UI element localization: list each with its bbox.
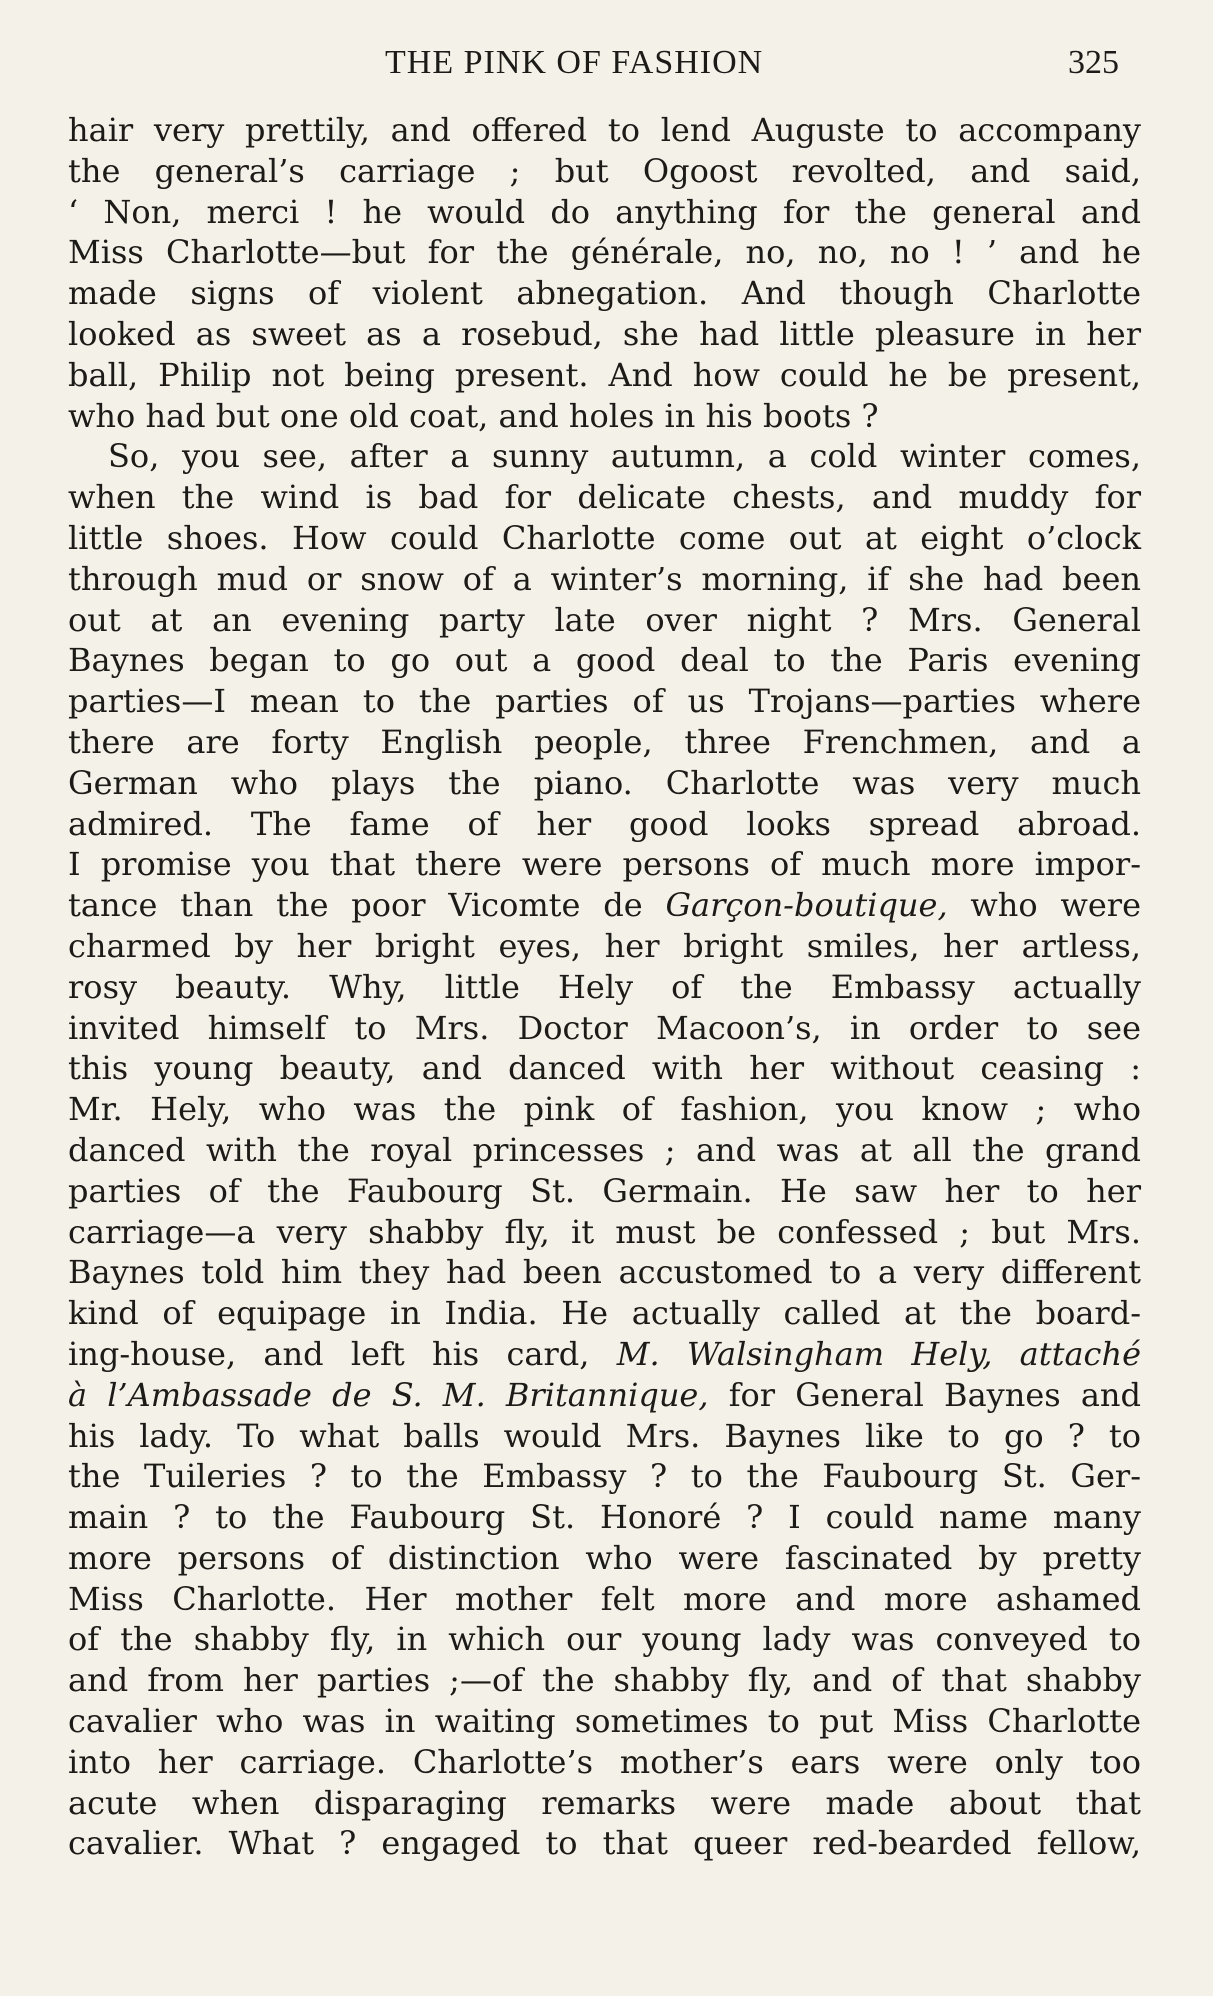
line-text: this young beauty, and danced with her without ceasing :: [68, 1049, 1141, 1088]
text-line: [68, 1293, 1141, 1334]
line-text: there are forty English people, three Frenchmen, and a: [68, 722, 1141, 761]
line-text: Miss Charlotte—but for the générale, no, no, no ! ’ and he: [68, 233, 1141, 272]
line-text: danced with the royal princesses ; and was at all the grand: [68, 1130, 1141, 1169]
text-line: [68, 1212, 1141, 1253]
text-line: [68, 681, 1141, 722]
line-text: Miss Charlotte. Her mother felt more and more ashamed: [68, 1579, 1141, 1618]
text-line: [68, 436, 1141, 477]
text-line: [68, 1252, 1141, 1293]
text-line: [68, 1130, 1141, 1171]
text-line: [68, 1171, 1141, 1212]
line-text: the general’s carriage ; but Ogoost revolted, and said,: [68, 151, 1141, 190]
text-line: [68, 1456, 1141, 1497]
text-line: [68, 314, 1141, 355]
line-text: tance than the poor Vicomte de: [68, 886, 666, 925]
text-line: [68, 1375, 1141, 1416]
line-text: rosy beauty. Why, little Hely of the Embassy actually: [68, 967, 1141, 1006]
text-line: [68, 1783, 1141, 1824]
italic-text: à l’Ambassade de S. M. Britannique,: [68, 1375, 709, 1414]
line-text: cavalier who was in waiting sometimes to put Miss Charlotte: [68, 1702, 1141, 1741]
line-text: through mud or snow of a winter’s morning, if she had been: [68, 559, 1141, 598]
line-text: when the wind is bad for delicate chests, and muddy for: [68, 478, 1141, 517]
line-text: parties of the Faubourg St. Germain. He saw her to her: [68, 1171, 1141, 1210]
text-line: [68, 232, 1141, 273]
line-text: made signs of violent abnegation. And though Charlotte: [68, 274, 1141, 313]
line-text: for General Baynes and: [708, 1375, 1142, 1414]
line-text: charmed by her bright eyes, her bright smiles, her artless,: [68, 926, 1141, 965]
line-text: Baynes began to go out a good deal to the Paris evening: [68, 641, 1141, 680]
text-line: [68, 885, 1141, 926]
text-line: [68, 396, 1141, 437]
line-text: main ? to the Faubourg St. Honoré ? I could name many: [68, 1498, 1141, 1537]
line-text: little shoes. How could Charlotte come out at eight o’clock: [68, 518, 1141, 557]
text-line: [68, 1334, 1141, 1375]
line-text: admired. The fame of her good looks spread abroad.: [68, 804, 1141, 843]
line-text: and from her parties ;—of the shabby fly, and of that shabby: [68, 1661, 1141, 1700]
line-text: acute when disparaging remarks were made about that: [68, 1783, 1141, 1822]
text-line: [68, 477, 1141, 518]
line-text: kind of equipage in India. He actually called at the board-: [68, 1294, 1141, 1333]
line-text: Mr. Hely, who was the pink of fashion, you know ; who: [68, 1090, 1141, 1129]
text-line: [68, 1660, 1141, 1701]
line-text: ‘ Non, merci ! he would do anything for the general and: [68, 192, 1141, 231]
line-text: the Tuileries ? to the Embassy ? to the Faubourg St. Ger-: [68, 1457, 1141, 1496]
line-text: who had but one old coat, and holes in his boots ?: [68, 396, 879, 435]
line-text: parties—I mean to the parties of us Trojans—parties where: [68, 682, 1141, 721]
italic-text: M. Walsingham Hely, attaché: [616, 1334, 1142, 1373]
line-text: Baynes told him they had been accustomed to a very different: [68, 1253, 1141, 1292]
running-title: THE PINK OF FASHION: [385, 44, 764, 81]
text-line: [68, 1416, 1141, 1457]
italic-text: Garçon-boutique,: [665, 886, 948, 925]
line-text: who were: [947, 886, 1142, 925]
text-line: [68, 926, 1141, 967]
text-line: [68, 844, 1141, 885]
text-line: [68, 355, 1141, 396]
text-line: [68, 1497, 1141, 1538]
text-line: [68, 1579, 1141, 1620]
text-line: [68, 192, 1141, 233]
line-text: into her carriage. Charlotte’s mother’s ears were only too: [68, 1742, 1141, 1781]
text-line: [68, 1008, 1141, 1049]
line-text: invited himself to Mrs. Doctor Macoon’s, in order to see: [68, 1008, 1141, 1047]
line-text: cavalier. What ? engaged to that queer red-bearded fellow,: [68, 1824, 1141, 1863]
line-text: carriage—a very shabby fly, it must be confessed ; but Mrs.: [68, 1212, 1141, 1251]
line-text: of the shabby fly, in which our young lady was conveyed to: [68, 1620, 1141, 1659]
line-text: more persons of distinction who were fascinated by pretty: [68, 1538, 1141, 1577]
text-line: [68, 804, 1141, 845]
line-text: looked as sweet as a rosebud, she had little pleasure in her: [68, 314, 1141, 353]
text-line: [68, 151, 1141, 192]
text-line: [68, 110, 1141, 151]
running-head: [0, 44, 1213, 84]
text-line: [68, 273, 1141, 314]
text-line: [68, 967, 1141, 1008]
text-line: [68, 600, 1141, 641]
text-line: [68, 1742, 1141, 1783]
body-text: [68, 110, 1141, 1864]
text-line: [68, 559, 1141, 600]
text-line: [68, 1823, 1141, 1864]
text-line: [68, 722, 1141, 763]
text-line: [68, 1701, 1141, 1742]
text-line: [68, 640, 1141, 681]
text-line: [68, 763, 1141, 804]
line-text: hair very prettily, and offered to lend Auguste to accompany: [68, 111, 1141, 149]
page-number: 325: [1068, 44, 1119, 81]
text-line: [68, 518, 1141, 559]
text-line: [68, 1089, 1141, 1130]
line-text: I promise you that there were persons of much more impor-: [68, 845, 1141, 884]
line-text: his lady. To what balls would Mrs. Baynes like to go ? to: [68, 1416, 1141, 1455]
line-text: ing-house, and left his card,: [68, 1334, 617, 1373]
line-text: out at an evening party late over night ? Mrs. General: [68, 600, 1141, 639]
text-line: [68, 1538, 1141, 1579]
line-text: So, you see, after a sunny autumn, a cold winter comes,: [108, 437, 1141, 476]
text-line: [68, 1619, 1141, 1660]
text-line: [68, 1048, 1141, 1089]
line-text: ball, Philip not being present. And how could he be present,: [68, 355, 1141, 394]
line-text: German who plays the piano. Charlotte was very much: [68, 763, 1141, 802]
